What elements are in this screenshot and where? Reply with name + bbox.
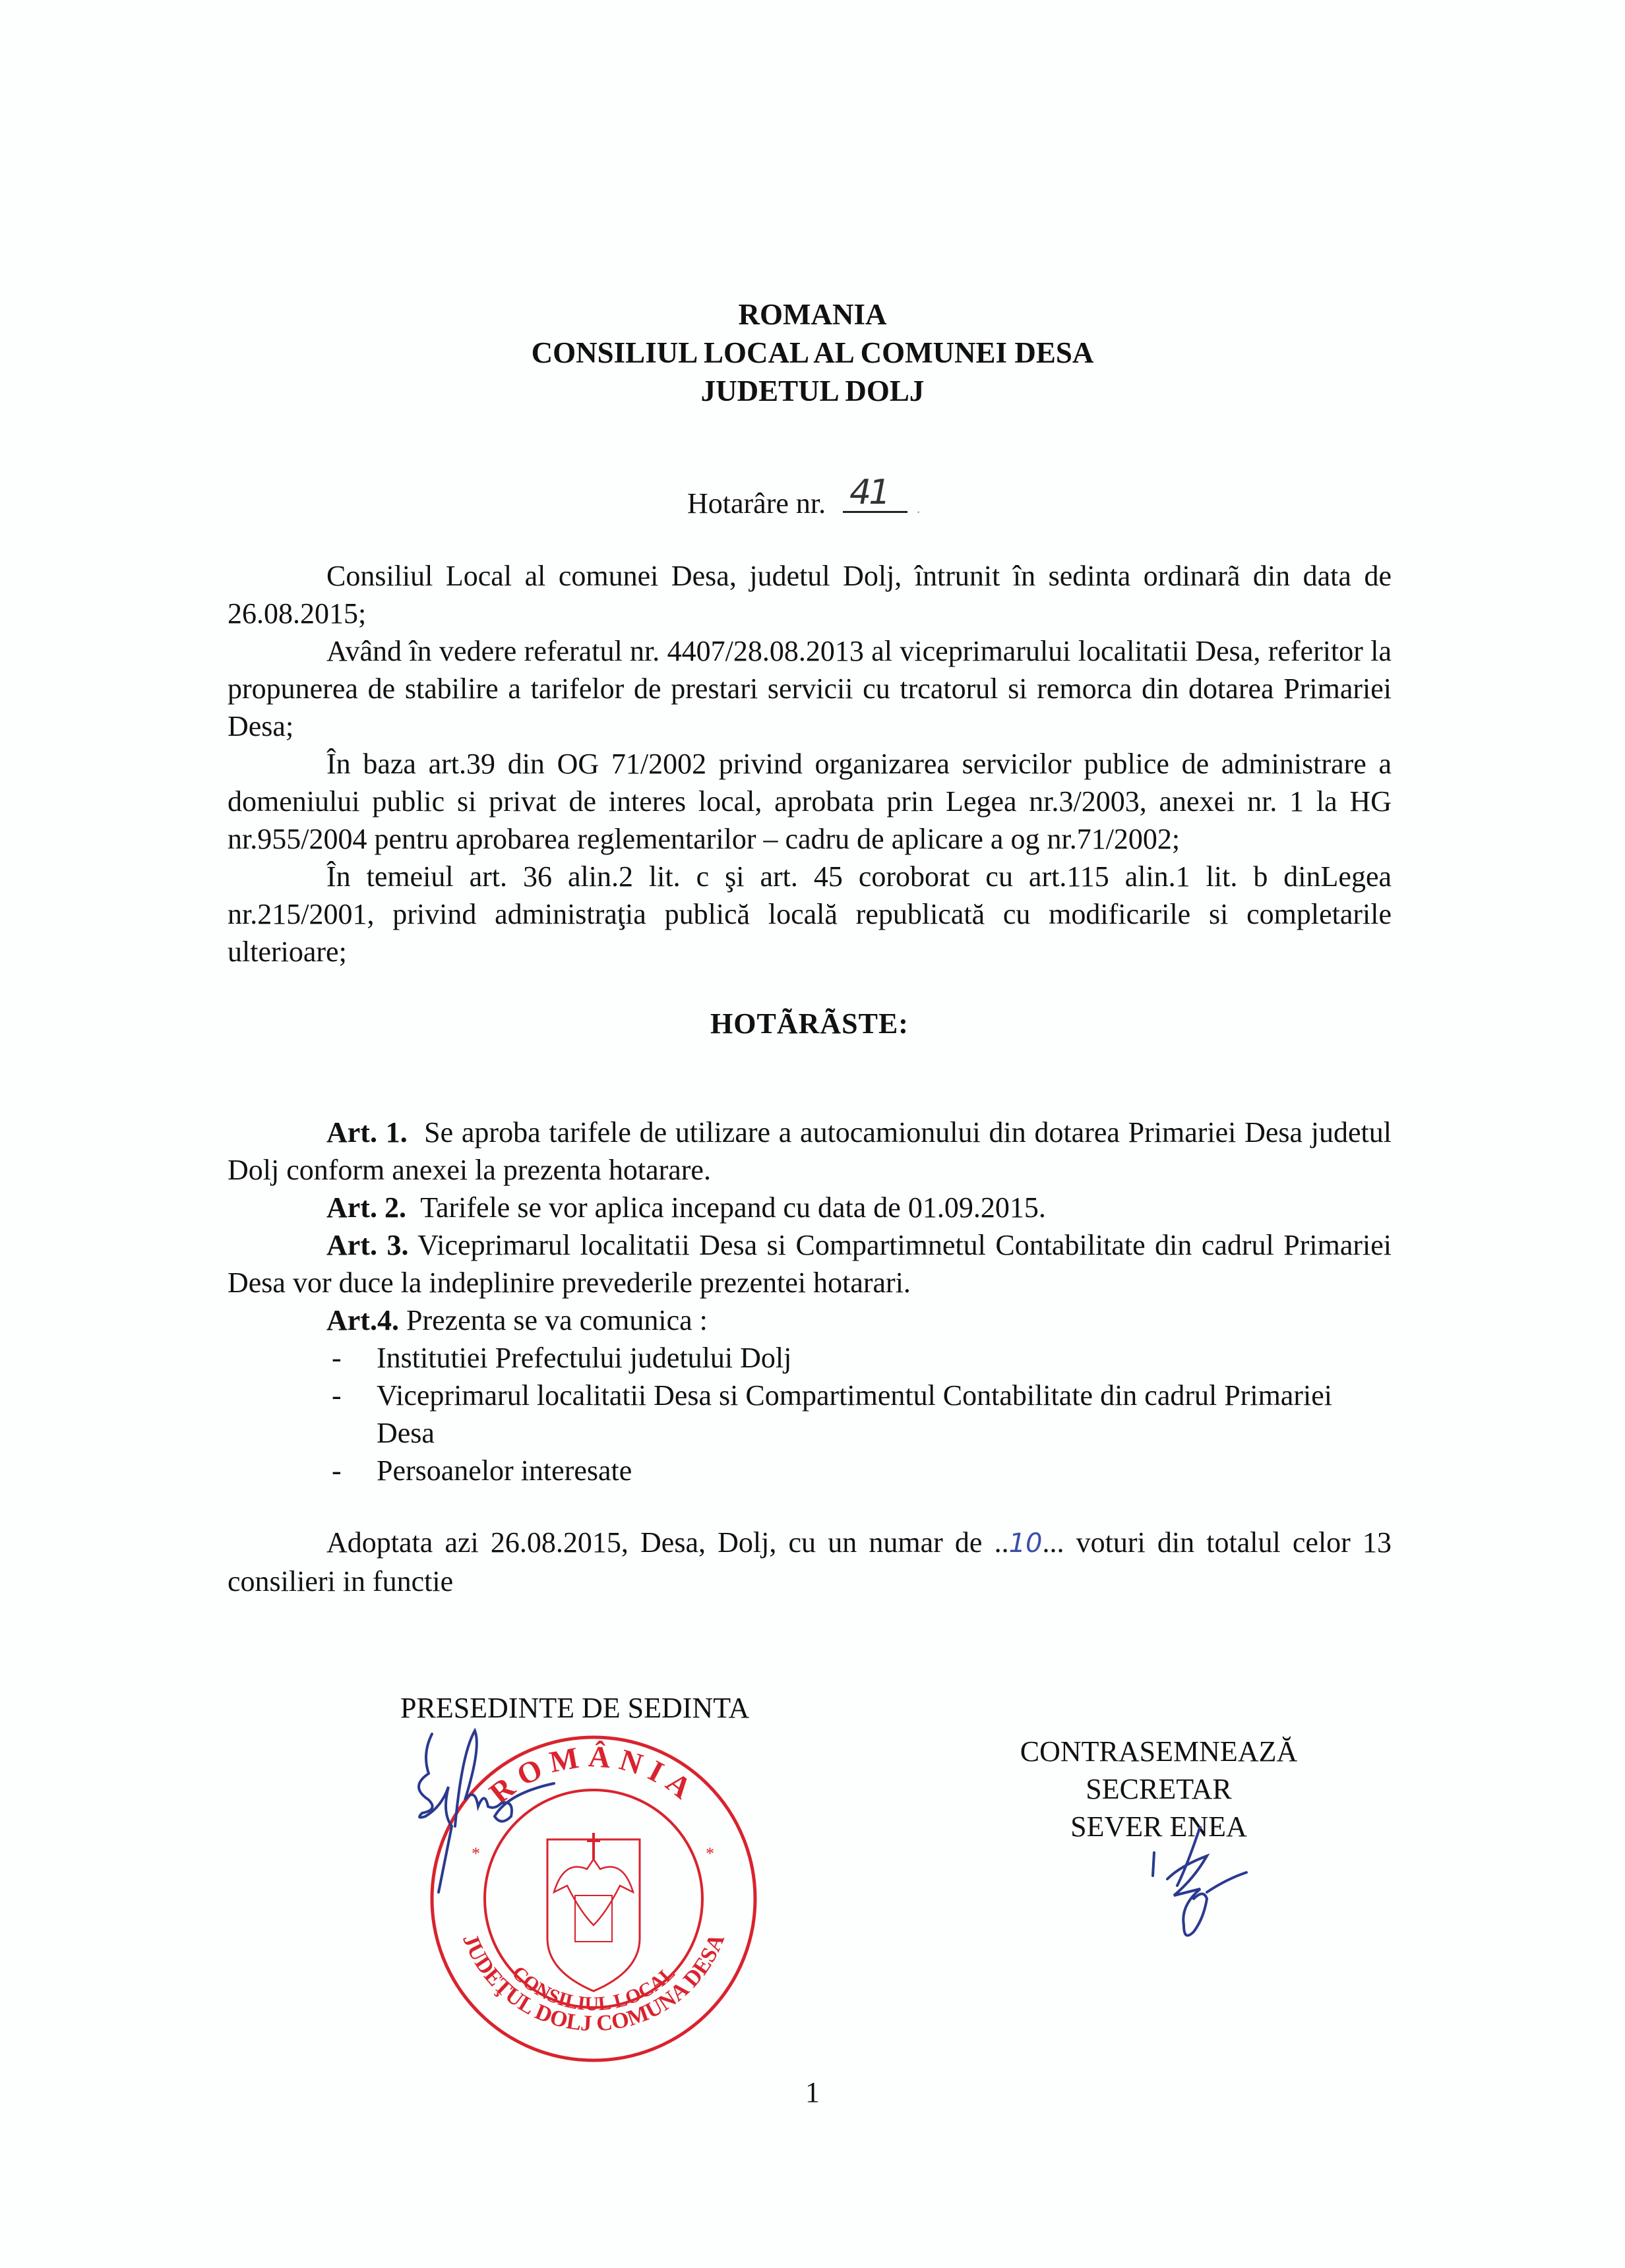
svg-text:CONSILIUL LOCAL: CONSILIUL LOCAL: [507, 1961, 680, 2015]
article-label: Art. 3.: [326, 1229, 409, 1261]
countersign-label: CONTRASEMNEAZĂ: [1020, 1735, 1298, 1768]
article-label: Art. 2.: [326, 1191, 406, 1224]
adoption-statement: Adoptata azi 26.08.2015, Desa, Dolj, cu un numar de ..10... voturi din totalul celor 13 consilieri in functie: [228, 1526, 1392, 1597]
council-heading: CONSILIUL LOCAL AL COMUNEI DESA: [531, 336, 1094, 369]
svg-text:*: *: [706, 1844, 714, 1863]
preamble-paragraph: În baza art.39 din OG 71/2002 privind organizarea servicilor publice de administrare a domeniului public si privat de interes local, aprobata prin Legea nr.3/2003, anexei nr. 1 la HG nr.955/2004 pentru aprobarea reglementarilor – cadru de aplicare a og nr.71/2002;: [228, 748, 1392, 855]
article-4: [228, 1301, 1392, 1339]
preamble-paragraph: Având în vedere referatul nr. 4407/28.08.2013 al viceprimarului localitatii Desa, referitor la propunerea de stabilire a tarifelor de prestari servicii cu trcatorul si remorca din dotarea Primariei Desa;: [228, 635, 1392, 742]
article-1: [228, 1114, 1392, 1189]
article-label: Art.4.: [326, 1304, 399, 1336]
article-text: Viceprimarul localitatii Desa si Compartimnetul Contabilitate din cadrul Primariei Desa vor duce la indeplinire prevederile prezentei hotarari.: [228, 1229, 1392, 1299]
secretary-signature: [1148, 1826, 1253, 1945]
document-body: [228, 557, 1392, 1600]
recipient-item: - Viceprimarul localitatii Desa si Compartimentul Contabilitate din cadrul Primariei Desa: [332, 1379, 1332, 1449]
article-3: [228, 1226, 1392, 1301]
country-heading: ROMANIA: [738, 298, 887, 331]
handwritten-vote-count: 10: [1008, 1528, 1043, 1559]
article-label: Art. 1.: [326, 1116, 408, 1149]
president-label: PRESEDINTE DE SEDINTA: [400, 1692, 750, 1724]
handwritten-decision-number: 41: [849, 473, 888, 512]
svg-text:*: *: [472, 1844, 480, 1863]
article-text: Tarifele se vor aplica incepand cu data de 01.09.2015.: [420, 1191, 1046, 1224]
recipients-list: [228, 1339, 1392, 1489]
article-text: Se aproba tarifele de utilizare a autocamionului din dotarea Primariei Desa judetul Dolj conform anexei la prezenta hotarare.: [228, 1116, 1392, 1186]
recipient-item: - Institutiei Prefectului judetului Dolj: [332, 1342, 792, 1374]
secretary-title: SECRETAR: [1086, 1773, 1232, 1805]
svg-text:JUDEŢUL DOLJ COMUNA DESA: JUDEŢUL DOLJ COMUNA DESA: [458, 1930, 730, 2037]
decision-title: HOTÃRÃSTE:: [710, 1007, 909, 1040]
preamble-paragraph: Consiliul Local al comunei Desa, judetul Dolj, întrunit în sedinta ordinarã din data de 26.08.2015;: [228, 560, 1392, 630]
secretary-name: SEVER ENEA: [1070, 1810, 1247, 1843]
article-text: Prezenta se va comunica :: [406, 1304, 708, 1336]
decision-label: Hotarâre nr.: [687, 487, 826, 520]
svg-text:ROMÂNIA: ROMÂNIA: [483, 1739, 704, 1810]
decision-number-field: [843, 473, 907, 513]
article-2: [228, 1189, 1392, 1226]
document-header: [0, 295, 1625, 410]
page-number: 1: [805, 2076, 820, 2108]
recipient-item: - Persoanelor interesate: [332, 1454, 632, 1487]
county-heading: JUDETUL DOLJ: [700, 374, 925, 407]
president-signature: [402, 1727, 574, 1899]
decision-number: Hotarâre nr. 41 .: [687, 473, 921, 520]
preamble-paragraph: În temeiul art. 36 alin.2 lit. c şi art. 45 coroborat cu art.115 alin.1 lit. b dinLegea nr.215/2001, privind administraţia publică locală republicată cu modificarile si completarile ulterioare;: [228, 860, 1392, 968]
